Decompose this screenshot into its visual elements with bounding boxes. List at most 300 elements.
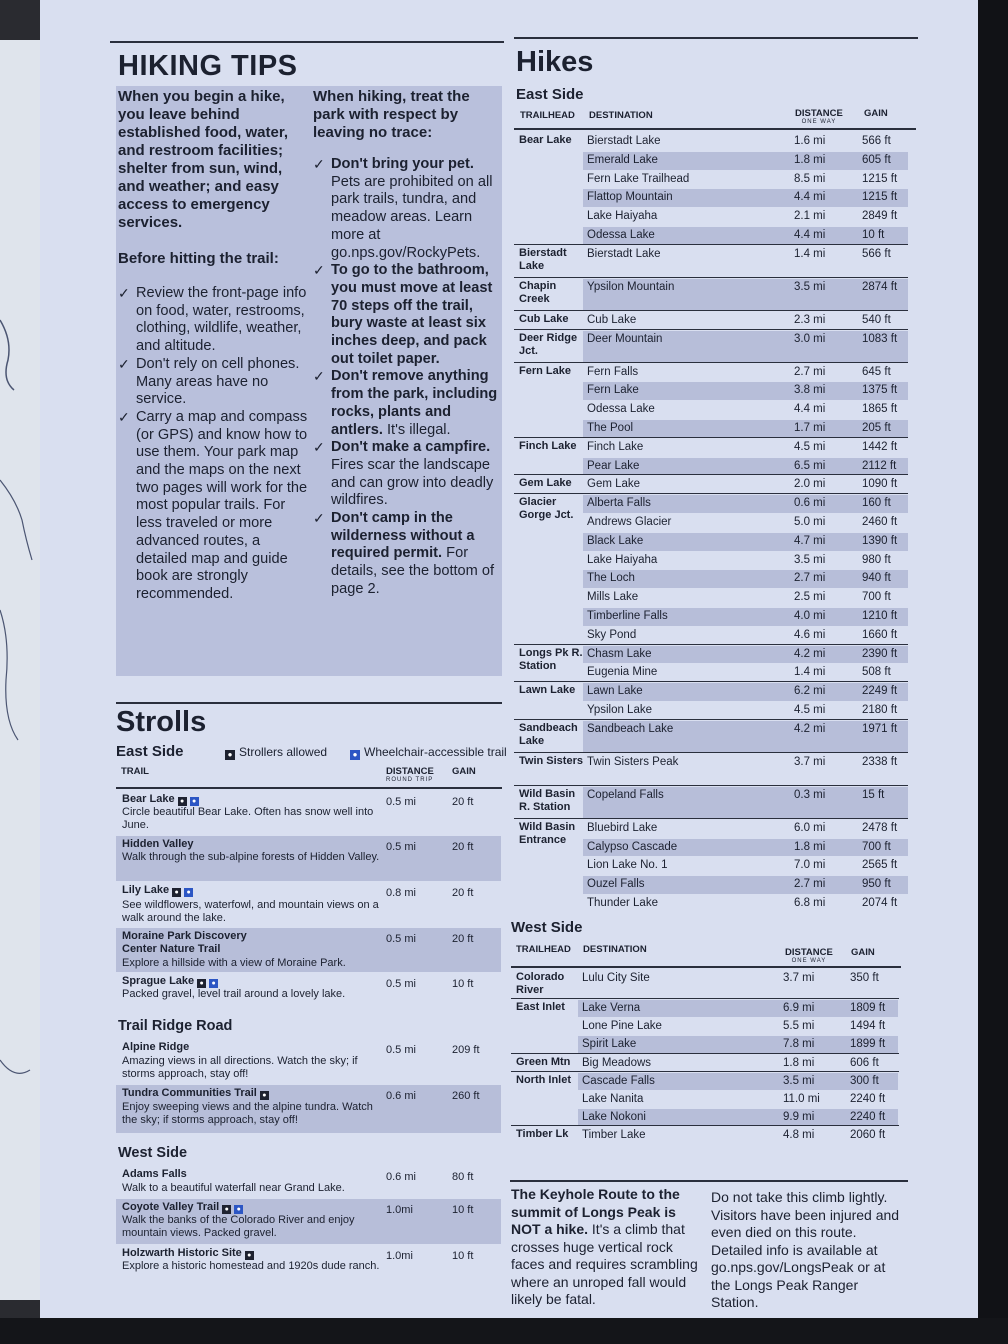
hike-destination: Fern Lake Trailhead: [587, 172, 690, 185]
stroll-row: [116, 973, 501, 1007]
trailhead-divider: [514, 437, 908, 438]
stroller-icon: ●: [222, 1205, 231, 1214]
hike-distance: 5.0 mi: [794, 516, 826, 528]
frame-bottom: [0, 1318, 1008, 1344]
wheelchair-icon: ●: [350, 750, 360, 760]
tips-right-column: [313, 88, 499, 599]
stroller-icon: ●: [245, 1251, 254, 1260]
trailhead-name: East Inlet: [516, 1001, 565, 1013]
stroll-name: Sprague Lake: [122, 975, 195, 987]
strolls-title: Strolls: [116, 706, 207, 738]
hike-row: [578, 1000, 898, 1017]
hike-destination: Andrews Glacier: [587, 516, 672, 528]
stroll-row: [116, 836, 501, 881]
hike-row: [578, 1091, 898, 1108]
stroller-icon: ●: [172, 888, 181, 897]
hike-gain: 1899 ft: [850, 1038, 886, 1051]
hike-destination: Flattop Mountain: [587, 191, 673, 204]
respect-item: ✓ Don't camp in the wilderness without a required permit. For details, see the bottom of page 2.: [313, 510, 499, 599]
hike-row: [583, 857, 908, 875]
hike-distance: 1.8 mi: [783, 1056, 815, 1069]
hike-distance: 3.8 mi: [794, 384, 826, 397]
hike-destination: Lake Haiyaha: [587, 553, 658, 566]
hike-gain: 1390 ft: [862, 534, 898, 547]
hike-distance: 5.5 mi: [783, 1020, 815, 1033]
trailhead-name: Colorado River: [516, 971, 565, 996]
stroll-gain: 10 ft: [452, 1250, 474, 1262]
stroll-name: Adams Falls: [122, 1168, 187, 1180]
hike-row: [583, 364, 908, 382]
stroll-desc: Amazing views in all directions. Watch the sky; if storms approach, stay off!: [122, 1055, 358, 1080]
hikes-top-rule: [514, 37, 918, 39]
hike-row: [583, 476, 908, 494]
frame-right: [978, 0, 1008, 1344]
stroll-name: Holzwarth Historic Site: [122, 1247, 242, 1259]
hike-destination: Big Meadows: [582, 1056, 652, 1069]
hike-destination: Thunder Lake: [587, 897, 658, 909]
hike-distance: 6.0 mi: [794, 821, 826, 834]
keyhole-info: Do not take this climb lightly. Visitors have been injured and even died on this route. Detailed info is available at go.nps.gov/LongsPeak or at the Longs Peak Ranger Station.: [711, 1189, 900, 1310]
hike-gain: 540 ft: [862, 313, 891, 326]
hike-distance: 6.8 mi: [794, 897, 826, 909]
hike-destination: Sky Pond: [587, 628, 637, 641]
hike-row: [578, 1127, 898, 1144]
hike-distance: 3.5 mi: [794, 553, 826, 566]
hike-gain: 2240 ft: [850, 1111, 886, 1124]
stroll-gain: 20 ft: [452, 933, 474, 945]
hike-destination: The Pool: [587, 422, 634, 434]
hike-destination: Gem Lake: [587, 478, 641, 491]
trailhead-divider: [514, 681, 908, 682]
stroll-row: [116, 1245, 501, 1285]
hike-gain: 700 ft: [862, 591, 891, 604]
hike-distance: 1.4 mi: [794, 247, 826, 260]
hike-gain: 1210 ft: [862, 610, 898, 622]
stroller-icon: ●: [260, 1091, 269, 1100]
hike-gain: 2240 ft: [850, 1093, 886, 1105]
hike-row: [583, 514, 908, 532]
stroll-name: Tundra Communities Trail: [122, 1087, 257, 1099]
stroll-desc: Enjoy sweeping views and the alpine tundra. Watch the sky; if storms approach, stay off!: [122, 1101, 373, 1126]
hikes-west-col-gain: GAIN: [851, 947, 875, 958]
hike-destination: Spirit Lake: [582, 1038, 637, 1051]
hike-destination: Lake Nanita: [582, 1093, 644, 1105]
stroll-distance: 0.8 mi: [386, 887, 416, 899]
hike-destination: Ypsilon Lake: [587, 704, 652, 716]
hike-destination: Finch Lake: [587, 440, 644, 453]
hike-destination: Fern Falls: [587, 365, 639, 378]
hike-row: [583, 533, 908, 551]
hike-row: [583, 754, 908, 786]
trailhead-divider: [511, 1125, 899, 1126]
hike-destination: Alberta Falls: [587, 497, 651, 510]
hike-destination: Bierstadt Lake: [587, 247, 661, 260]
legend-wheelchair: ● Wheelchair-accessible trail: [350, 745, 507, 760]
hike-gain: 605 ft: [862, 153, 891, 166]
hike-row: [583, 646, 908, 664]
trailhead-divider: [514, 719, 908, 720]
stroller-icon: ●: [225, 750, 235, 760]
hikes-west-heading: West Side: [511, 919, 583, 936]
stroll-distance: 0.5 mi: [386, 841, 416, 853]
hike-gain: 1494 ft: [850, 1020, 886, 1033]
hike-gain: 2060 ft: [850, 1129, 886, 1142]
hike-destination: Lake Nokoni: [582, 1111, 646, 1124]
respect-item: ✓ Don't bring your pet. Pets are prohibited on all park trails, tundra, and meadow areas. Learn more at go.nps.gov/RockyPets.: [313, 156, 499, 262]
hike-gain: 2849 ft: [862, 210, 898, 223]
hike-gain: 1375 ft: [862, 384, 898, 397]
before-item: ✓ Don't rely on cell phones. Many areas have no service.: [118, 356, 308, 409]
hike-distance: 3.7 mi: [794, 755, 826, 768]
hike-distance: 4.6 mi: [794, 628, 826, 641]
stroll-distance: 0.5 mi: [386, 796, 416, 808]
trailhead-divider: [511, 998, 899, 999]
hike-distance: 1.8 mi: [794, 840, 826, 853]
trailhead-divider: [514, 752, 908, 753]
stroll-desc: Walk through the sub-alpine forests of Hidden Valley.: [122, 851, 380, 863]
hike-gain: 950 ft: [862, 878, 891, 891]
hike-row: [583, 895, 908, 913]
hike-distance: 4.2 mi: [794, 647, 826, 660]
trail-ridge-heading: Trail Ridge Road: [118, 1018, 233, 1034]
hike-distance: 4.4 mi: [794, 403, 826, 416]
hike-distance: 9.9 mi: [783, 1111, 815, 1124]
hike-destination: Chasm Lake: [587, 647, 652, 660]
hike-destination: Cub Lake: [587, 313, 637, 326]
hike-gain: 2180 ft: [862, 704, 898, 716]
hike-row: [583, 589, 908, 607]
hike-gain: 980 ft: [862, 553, 891, 566]
hike-distance: 3.7 mi: [783, 972, 815, 984]
trailhead-name: Gem Lake: [519, 477, 572, 490]
hike-distance: 2.7 mi: [794, 365, 826, 378]
hike-distance: 6.9 mi: [783, 1002, 815, 1014]
trailhead-divider: [514, 310, 908, 311]
hike-gain: 1660 ft: [862, 628, 898, 641]
stroll-gain: 10 ft: [452, 1204, 474, 1216]
hike-row: [583, 189, 908, 207]
wheelchair-icon: ●: [190, 797, 199, 806]
stroll-gain: 10 ft: [452, 978, 474, 990]
hike-row: [583, 627, 908, 645]
stroller-icon: ●: [197, 979, 206, 988]
stroll-distance: 0.6 mi: [386, 1171, 416, 1183]
hike-gain: 15 ft: [862, 788, 885, 801]
hike-destination: Deer Mountain: [587, 332, 663, 345]
hike-destination: Black Lake: [587, 534, 644, 547]
hike-gain: 2074 ft: [862, 897, 898, 909]
stroll-desc: Packed gravel, level trail around a lovely lake.: [122, 988, 346, 1000]
hike-destination: The Loch: [587, 572, 635, 585]
hike-row: [583, 279, 908, 311]
hike-row: [578, 1018, 898, 1035]
strolls-top-rule: [116, 702, 502, 704]
stroll-desc: Walk to a beautiful waterfall near Grand Lake.: [122, 1182, 345, 1194]
trailhead-name: Cub Lake: [519, 312, 569, 325]
trailhead-name: Longs Pk R. Station: [519, 646, 583, 672]
hike-row: [583, 331, 908, 363]
keyhole-top-rule: [510, 1180, 908, 1182]
wheelchair-icon: ●: [209, 979, 218, 988]
hike-distance: 4.7 mi: [794, 534, 826, 547]
hike-destination: Bluebird Lake: [587, 821, 658, 834]
keyhole-warning: The Keyhole Route to the summit of Longs Peak is NOT a hike. It's a climb that crosses huge vertical rock faces and requires scrambling where an unroped fall would likely be fatal.: [511, 1186, 698, 1307]
hike-row: [583, 382, 908, 400]
strolls-header-rule: [116, 787, 502, 789]
hike-distance: 2.7 mi: [794, 572, 826, 585]
hikes-title: Hikes: [516, 46, 594, 78]
hike-gain: 1865 ft: [862, 403, 898, 416]
hike-row: [583, 570, 908, 588]
hike-distance: 2.3 mi: [794, 313, 826, 326]
stroll-row: [116, 791, 501, 835]
hike-distance: 4.5 mi: [794, 440, 826, 453]
hikes-col-destination: DESTINATION: [589, 110, 653, 121]
hike-destination: Lion Lake No. 1: [587, 859, 668, 872]
hike-gain: 606 ft: [850, 1056, 879, 1069]
hike-gain: 1971 ft: [862, 722, 898, 735]
hike-row: [583, 608, 908, 626]
stroll-distance: 0.6 mi: [386, 1090, 416, 1102]
hikes-west-col-trailhead: TRAILHEAD: [516, 944, 571, 955]
hike-distance: 2.0 mi: [794, 478, 826, 491]
hiking-tips-title: HIKING TIPS: [118, 50, 298, 82]
hike-gain: 205 ft: [862, 422, 891, 434]
stroll-name: Lily Lake: [122, 884, 170, 896]
hike-distance: 4.0 mi: [794, 610, 826, 622]
trailhead-name: Sandbeach Lake: [519, 721, 578, 747]
hike-row: [583, 664, 908, 682]
hike-row: [583, 820, 908, 838]
respect-list: [313, 156, 499, 599]
stroll-distance: 0.5 mi: [386, 933, 416, 945]
hike-distance: 6.2 mi: [794, 685, 826, 698]
stroll-name: Moraine Park Discovery Center Nature Trail: [122, 930, 247, 955]
trailhead-divider: [514, 493, 908, 494]
stroll-desc: See wildflowers, waterfowl, and mountain views on a walk around the lake.: [122, 899, 379, 924]
hikes-east-header-rule: [514, 128, 916, 130]
hike-row: [583, 171, 908, 189]
before-list: [118, 285, 308, 604]
stroll-row: [116, 1166, 501, 1198]
hike-destination: Bierstadt Lake: [587, 135, 661, 147]
hike-gain: 160 ft: [862, 497, 891, 510]
hike-distance: 0.6 mi: [794, 497, 826, 510]
stroll-desc: Circle beautiful Bear Lake. Often has snow well into June.: [122, 806, 374, 831]
hike-distance: 2.5 mi: [794, 591, 826, 604]
hike-destination: Twin Sisters Peak: [587, 755, 679, 768]
hike-gain: 10 ft: [862, 229, 885, 241]
before-item: ✓ Carry a map and compass (or GPS) and know how to use them. Your park map and the maps on the next two pages will work for the most popular trails. For less traveled or more advanced routes, a detailed map and guide book are strongly recommended.: [118, 409, 308, 604]
hikes-col-distance: DISTANCE ONE WAY: [795, 108, 843, 125]
hike-row: [578, 1036, 898, 1053]
hike-row: [578, 1109, 898, 1126]
tips-top-rule: [110, 41, 504, 43]
legend-strollers: ● Strollers allowed: [225, 745, 327, 760]
hike-distance: 7.0 mi: [794, 859, 826, 872]
trailhead-divider: [514, 362, 908, 363]
trailhead-name: Green Mtn: [516, 1055, 571, 1068]
hike-distance: 3.5 mi: [783, 1074, 815, 1087]
trailhead-divider: [514, 644, 908, 645]
stroll-gain: 80 ft: [452, 1171, 474, 1183]
wheelchair-icon: ●: [184, 888, 193, 897]
strolls-col-trail: TRAIL: [121, 766, 149, 777]
hike-destination: Lawn Lake: [587, 685, 643, 698]
trailhead-name: Deer Ridge Jct.: [519, 331, 578, 357]
hike-destination: Cascade Falls: [582, 1074, 655, 1087]
trailhead-divider: [514, 474, 908, 475]
hike-gain: 1215 ft: [862, 191, 898, 204]
hike-distance: 3.0 mi: [794, 332, 826, 345]
hike-destination: Pear Lake: [587, 459, 640, 472]
stroll-gain: 260 ft: [452, 1090, 480, 1102]
stroll-row: [116, 1199, 501, 1244]
stroll-name: Hidden Valley: [122, 838, 194, 850]
trailhead-name: Lawn Lake: [519, 684, 576, 697]
hike-gain: 2249 ft: [862, 685, 898, 698]
trailhead-name: North Inlet: [516, 1073, 571, 1086]
strolls-col-gain: GAIN: [452, 766, 476, 777]
stroll-gain: 20 ft: [452, 796, 474, 808]
hike-destination: Lulu City Site: [582, 972, 650, 984]
hike-gain: 2390 ft: [862, 647, 898, 660]
stroll-row: [116, 1039, 501, 1084]
hike-gain: 1083 ft: [862, 332, 898, 345]
trailhead-name: Wild Basin R. Station: [519, 787, 576, 813]
hike-row: [583, 208, 908, 226]
hike-distance: 1.6 mi: [794, 135, 826, 147]
hike-gain: 2460 ft: [862, 516, 898, 528]
stroll-distance: 1.0mi: [386, 1250, 413, 1262]
hike-destination: Odessa Lake: [587, 403, 655, 416]
hike-distance: 4.4 mi: [794, 191, 826, 204]
hikes-col-trailhead: TRAILHEAD: [520, 110, 575, 121]
stroll-distance: 0.5 mi: [386, 978, 416, 990]
hike-gain: 2874 ft: [862, 280, 898, 293]
hike-distance: 2.1 mi: [794, 210, 826, 223]
stroll-gain: 209 ft: [452, 1044, 480, 1056]
hike-row: [583, 458, 908, 476]
stroll-desc: Explore a hillside with a view of Moraine Park.: [122, 957, 346, 969]
hike-distance: 6.5 mi: [794, 459, 826, 472]
stroll-row: [116, 1085, 501, 1133]
trailhead-divider: [514, 785, 908, 786]
tips-left-column: [118, 88, 308, 604]
hike-destination: Fern Lake: [587, 384, 639, 397]
hike-row: [583, 495, 908, 513]
hike-destination: Sandbeach Lake: [587, 722, 674, 735]
hike-destination: Copeland Falls: [587, 788, 664, 801]
hike-gain: 1809 ft: [850, 1002, 886, 1014]
trailhead-divider: [514, 818, 908, 819]
hike-gain: 2112 ft: [862, 459, 897, 472]
hike-row: [578, 1073, 898, 1090]
strolls-west-heading: West Side: [118, 1145, 188, 1161]
hike-destination: Calypso Cascade: [587, 840, 678, 853]
hike-distance: 1.4 mi: [794, 666, 826, 679]
hike-destination: Ouzel Falls: [587, 878, 645, 891]
hike-row: [583, 312, 908, 330]
hike-gain: 508 ft: [862, 666, 891, 679]
hike-row: [583, 721, 908, 753]
hikes-west-header-rule: [511, 966, 901, 968]
stroll-desc: Walk the banks of the Colorado River and enjoy mountain views. Packed gravel.: [122, 1214, 355, 1239]
hike-destination: Odessa Lake: [587, 229, 655, 241]
hike-distance: 3.5 mi: [794, 280, 826, 293]
respect-item: ✓ Don't make a campfire. Fires scar the landscape and can grow into deadly wildfires.: [313, 439, 499, 510]
trailhead-divider: [514, 277, 908, 278]
hike-row: [583, 152, 908, 170]
trailhead-name: Chapin Creek: [519, 279, 557, 305]
respect-item: ✓ To go to the bathroom, you must move at least 70 steps off the trail, bury waste at least six inches deep, and pack out toilet paper.: [313, 262, 499, 368]
hike-row: [578, 1055, 898, 1072]
hike-row: [583, 227, 908, 245]
stroll-row: [116, 882, 501, 927]
hikes-east-heading: East Side: [516, 86, 584, 103]
trailhead-divider: [511, 1071, 899, 1072]
stroll-name: Bear Lake: [122, 793, 175, 805]
hike-row: [583, 552, 908, 570]
hike-destination: Mills Lake: [587, 591, 639, 604]
hike-gain: 350 ft: [850, 972, 879, 984]
stroll-name: Coyote Valley Trail: [122, 1201, 220, 1213]
hike-gain: 940 ft: [862, 572, 891, 585]
hike-gain: 566 ft: [862, 247, 891, 260]
hike-gain: 700 ft: [862, 840, 891, 853]
before-heading: Before hitting the trail:: [118, 250, 279, 267]
trailhead-name: Finch Lake: [519, 439, 577, 452]
wheelchair-icon: ●: [234, 1205, 243, 1214]
hike-row: [583, 787, 908, 819]
hike-distance: 0.3 mi: [794, 788, 826, 801]
hike-row: [578, 970, 898, 999]
hike-distance: 4.5 mi: [794, 704, 826, 716]
stroll-gain: 20 ft: [452, 887, 474, 899]
hike-gain: 2565 ft: [862, 859, 898, 872]
trailhead-name: Glacier Gorge Jct.: [519, 496, 574, 522]
hike-distance: 1.7 mi: [794, 422, 826, 434]
hike-distance: 2.7 mi: [794, 878, 826, 891]
trailhead-divider: [514, 244, 908, 245]
hike-row: [583, 133, 908, 151]
trailhead-name: Wild Basin Entrance: [519, 820, 576, 846]
stroller-icon: ●: [178, 797, 187, 806]
stroll-row: [116, 928, 501, 972]
hike-destination: Ypsilon Mountain: [587, 280, 675, 293]
hike-distance: 11.0 mi: [783, 1093, 820, 1105]
stroll-name: Alpine Ridge: [122, 1041, 190, 1053]
trailhead-name: Fern Lake: [519, 364, 571, 377]
trailhead-name: Bierstadt Lake: [519, 246, 567, 272]
trailhead-divider: [514, 329, 908, 330]
strolls-col-distance: DISTANCE ROUND TRIP: [386, 766, 434, 783]
trailhead-name: Bear Lake: [519, 134, 572, 146]
hike-destination: Lake Haiyaha: [587, 210, 658, 223]
hike-row: [583, 439, 908, 457]
hike-destination: Timber Lake: [582, 1129, 646, 1142]
hikes-col-gain: GAIN: [864, 108, 888, 119]
hike-destination: Eugenia Mine: [587, 666, 658, 679]
hike-distance: 4.8 mi: [783, 1129, 815, 1142]
strolls-east-heading: East Side: [116, 743, 184, 760]
hike-gain: 566 ft: [862, 135, 891, 147]
trailhead-divider: [511, 1053, 899, 1054]
hike-destination: Lake Verna: [582, 1002, 641, 1014]
hike-distance: 1.8 mi: [794, 153, 826, 166]
hike-distance: 7.8 mi: [783, 1038, 815, 1051]
respect-heading: When hiking, treat the park with respect by leaving no trace:: [313, 88, 470, 141]
